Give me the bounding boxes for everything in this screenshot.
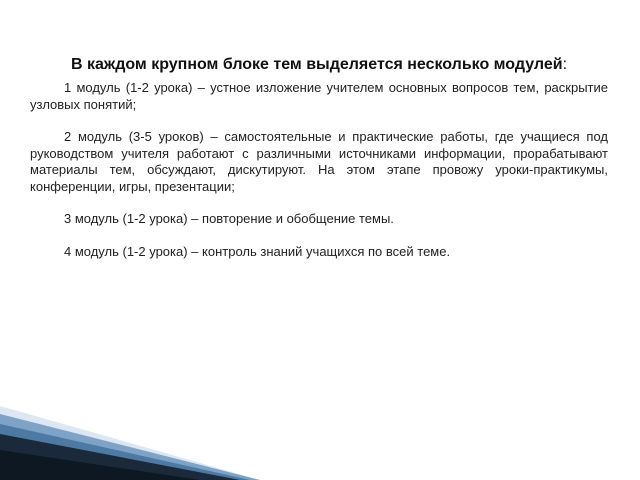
slide-content (30, 54, 608, 276)
module-1-paragraph: 1 модуль (1-2 урока) – устное изложение учителем основных вопросов тем, раскрытие узловых понятий; (30, 80, 608, 112)
heading-colon: : (562, 56, 568, 73)
module-4-paragraph: 4 модуль (1-2 урока) – контроль знаний учащихся по всей теме. (64, 243, 451, 259)
corner-decoration (0, 400, 260, 480)
heading-text: В каждом крупном блоке тем выделяется несколько модулей (70, 56, 563, 73)
module-2-paragraph: 2 модуль (3-5 уроков) – самостоятельные и практические работы, где учащиеся под руководством учителя работают с различными источниками информации, прорабатывают материалы тем, обсуждают, дискутируют. На этом этапе провожу уроки-практикумы, конференции, игры, презентации; (30, 129, 608, 194)
module-3-paragraph: 3 модуль (1-2 урока) – повторение и обобщение темы. (64, 211, 394, 226)
slide-heading (30, 54, 608, 76)
